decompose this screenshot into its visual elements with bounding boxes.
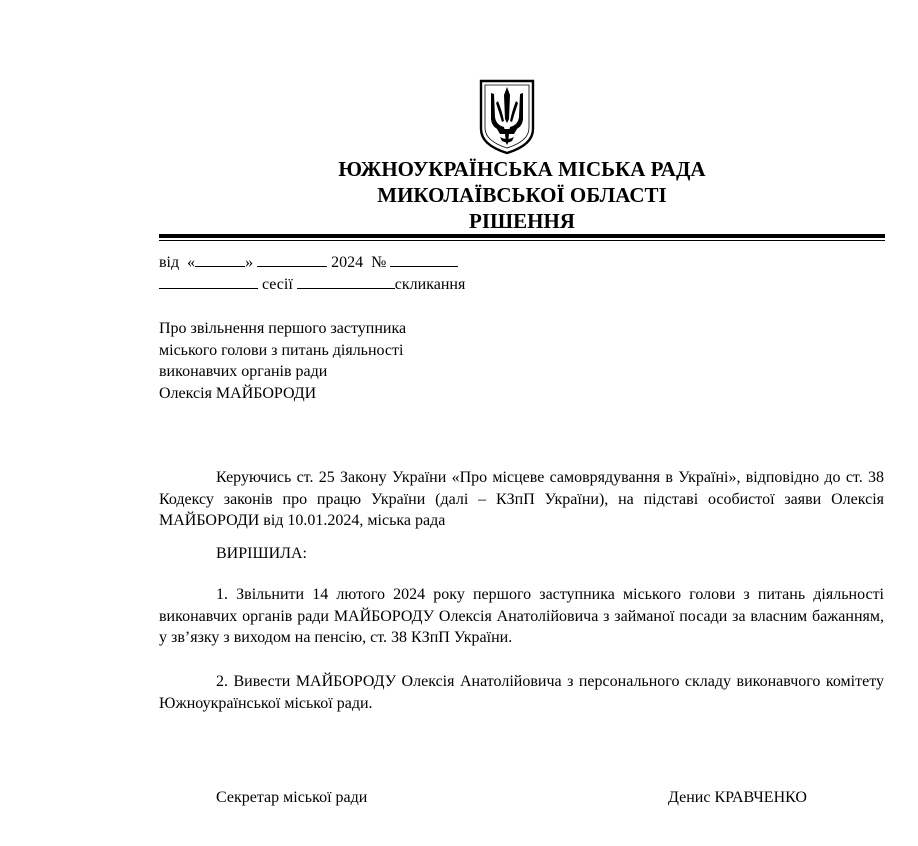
signatory-position: Секретар міської ради <box>216 789 368 806</box>
subject-line: Про звільнення першого заступника <box>159 320 407 337</box>
number-blank <box>390 252 458 267</box>
session-label: сесії <box>262 276 293 293</box>
decision-subject <box>159 318 479 404</box>
document-type-title: РІШЕННЯ <box>469 209 575 233</box>
signatory-name: Денис КРАВЧЕНКО <box>668 789 807 806</box>
convocation-label: скликання <box>394 276 466 293</box>
date-prefix: від <box>159 254 180 271</box>
number-sign: № <box>371 254 387 271</box>
preamble-paragraph: Керуючись ст. 25 Закону України «Про місцеве самоврядування в Україні», відповідно до ст. 38 Кодексу законів про працю України (далі – КЗпП України), на підставі особистої заяви Олексія МАЙБОРОДИ від 10.01.2024, міська рада <box>159 469 884 529</box>
header-divider-thick <box>159 234 885 238</box>
council-title: ЮЖНОУКРАЇНСЬКА МІСЬКА РАДА <box>338 157 706 181</box>
year: 2024 <box>331 254 364 271</box>
session-number-blank <box>159 274 258 289</box>
month-blank <box>257 252 327 267</box>
date-number-line <box>159 252 458 272</box>
subject-line: міського голови з питань діяльності <box>159 341 404 359</box>
subject-line: Олексія МАЙБОРОДИ <box>159 384 317 402</box>
region-title: МИКОЛАЇВСЬКОЇ ОБЛАСТІ <box>377 183 667 207</box>
session-line <box>159 274 465 294</box>
trident-coat-of-arms-icon <box>478 79 536 155</box>
quote-close: » <box>245 254 254 271</box>
header-divider-thin <box>159 240 885 241</box>
decision-item-2: 2. Вивести МАЙБОРОДУ Олексія Анатолійовича з персонального складу виконавчого комітету Южноукраїнської міської ради. <box>159 673 884 712</box>
subject-line: виконавчих органів ради <box>159 363 328 380</box>
day-blank <box>195 252 245 267</box>
decision-item-1: 1. Звільнити 14 лютого 2024 року першого заступника міського голови з питань діяльності виконавчих органів ради МАЙБОРОДУ Олексія Анатолійовича з займаної посади за власним бажанням, у зв’язку з виходом на пенсію, ст. 38 КЗпП України. <box>159 586 884 646</box>
convocation-number-blank <box>297 274 395 289</box>
quote-open: « <box>187 254 196 271</box>
resolved-heading: ВИРІШИЛА: <box>216 545 307 562</box>
